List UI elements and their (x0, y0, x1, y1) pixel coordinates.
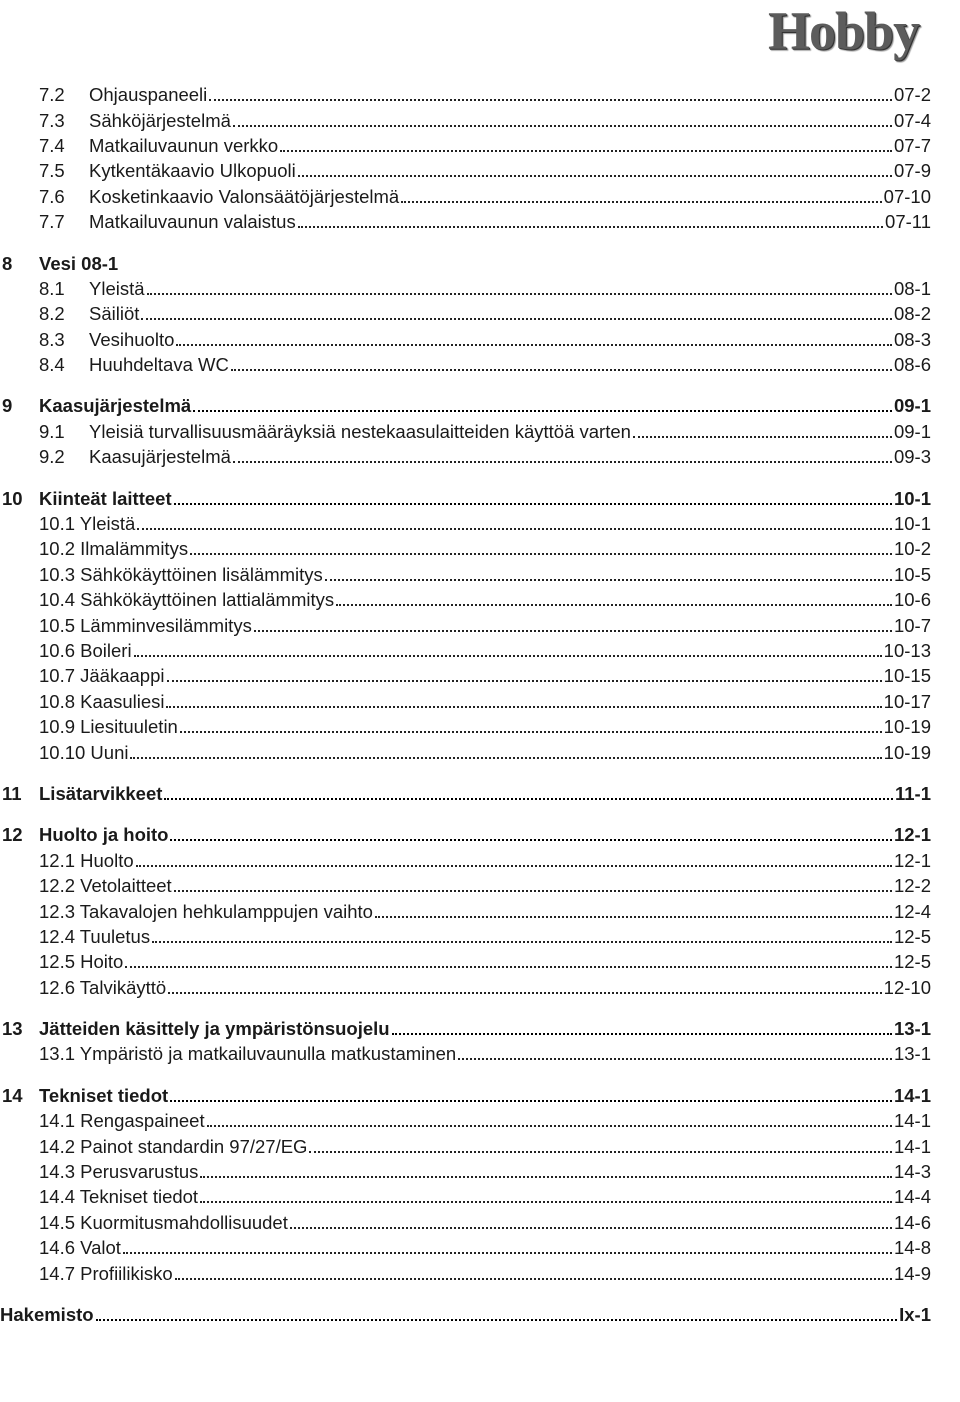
dot-leader (209, 99, 892, 101)
dot-leader (176, 344, 892, 346)
toc-entry-leader (39, 613, 894, 638)
toc-section-entry[interactable] (0, 1235, 960, 1260)
toc-section-entry[interactable] (0, 898, 960, 923)
dot-leader (141, 318, 892, 320)
toc-entry-number: 8 (2, 252, 13, 274)
toc-entry-page: 13-1 (893, 1043, 931, 1065)
toc-entry-page: 12-10 (883, 976, 931, 998)
toc-entry-page: 10-1 (893, 487, 931, 509)
toc-entry-page: 14-9 (893, 1262, 931, 1284)
toc-entry-title: Kosketinkaavio Valonsäätöjärjestelmä (89, 185, 400, 207)
toc-entry-leader (39, 689, 884, 714)
toc-entry-page: 14-1 (893, 1135, 931, 1157)
toc-entry-leader (39, 975, 884, 1000)
toc-entry-page: 07-2 (893, 84, 931, 106)
toc-section-entry[interactable] (0, 301, 960, 326)
toc-entry-page: 10-5 (893, 563, 931, 585)
toc-entry-title: 10.1 Yleistä (39, 513, 136, 535)
toc-entry-title: Huuhdeltava WC (89, 354, 229, 376)
dot-leader (168, 992, 881, 994)
toc-entry-page: 07-4 (893, 109, 931, 131)
toc-entry-title: 10.4 Sähkökäyttöinen lattialämmitys (39, 589, 335, 611)
toc-entry-leader (39, 638, 884, 663)
dot-leader (375, 916, 892, 918)
dot-leader (336, 604, 892, 606)
toc-entry-number: 14 (2, 1084, 23, 1106)
toc-entry-title: 10.5 Lämminvesilämmitys (39, 614, 252, 636)
toc-entry-title: 10.9 Liesituuletin (39, 716, 178, 738)
toc-entry-page: 13-1 (893, 1018, 931, 1040)
toc-entry-title: 14.4 Tekniset tiedot (39, 1186, 199, 1208)
toc-entry-leader (89, 133, 894, 158)
toc-entry-number: 7.6 (39, 185, 65, 207)
toc-entry-number: 7.4 (39, 134, 65, 156)
toc-entry-number: 7.7 (39, 211, 65, 233)
toc-entry-leader (39, 562, 894, 587)
dot-leader (231, 369, 892, 371)
toc-entry-leader (39, 511, 894, 536)
dot-leader (280, 150, 892, 152)
toc-entry-leader (39, 1184, 894, 1209)
toc-entry-number: 9.2 (39, 446, 65, 468)
toc-section-entry[interactable] (0, 419, 960, 444)
toc-entry-leader (39, 1041, 894, 1066)
toc-entry-title: 13.1 Ympäristö ja matkailuvaunulla matkustaminen (39, 1043, 457, 1065)
toc-entry-page: 08-1 (893, 277, 931, 299)
toc-entry-page: 07-11 (885, 211, 931, 233)
dot-leader (152, 941, 892, 943)
dot-leader (254, 630, 892, 632)
toc-chapter-entry[interactable] (0, 781, 960, 806)
toc-entry-page: 12-5 (893, 925, 931, 947)
toc-entry-leader (39, 873, 894, 898)
toc-entry-leader (39, 251, 931, 276)
toc-section-entry[interactable] (0, 949, 960, 974)
toc-entry-title: Ohjauspaneeli (89, 84, 208, 106)
toc-entry-leader (89, 352, 894, 377)
toc-entry-title: Yleisiä turvallisuusmääräyksiä nestekaasulaitteiden käyttöä varten (89, 420, 631, 442)
dot-leader (309, 1151, 892, 1153)
toc-entry-title: 12.5 Hoito (39, 951, 124, 973)
toc-entry-page: 14-8 (893, 1237, 931, 1259)
toc-entry-leader (39, 1083, 894, 1108)
dot-leader (633, 436, 892, 438)
toc-entry-title: 14.5 Kuormitusmahdollisuudet (39, 1211, 288, 1233)
toc-entry-page: 10-13 (883, 640, 931, 661)
toc-entry-leader (89, 158, 894, 183)
dot-leader (174, 890, 892, 892)
toc-entry-page: 12-1 (893, 824, 931, 846)
toc-entry-leader (39, 924, 894, 949)
toc-entry-page: 07-10 (883, 185, 931, 207)
toc-entry-page: 14-4 (893, 1186, 931, 1208)
dot-leader (200, 1201, 892, 1203)
toc-entry-leader (89, 209, 885, 234)
dot-leader (392, 1033, 892, 1035)
toc-entry-title: 14.2 Painot standardin 97/27/EG (39, 1135, 308, 1157)
toc-entry-page: 10-19 (883, 716, 931, 738)
toc-entry-page: 10-2 (893, 538, 931, 560)
toc-entry-title: 10.7 Jääkaappi (39, 665, 165, 687)
toc-entry-title: 12.4 Tuuletus (39, 925, 151, 947)
dot-leader (147, 293, 892, 295)
toc-section-entry[interactable] (0, 511, 960, 536)
toc-section-entry[interactable] (0, 536, 960, 561)
toc-entry-title: Vesihuolto (89, 328, 175, 350)
toc-section-entry[interactable] (0, 689, 960, 714)
toc-entry-leader (39, 663, 884, 688)
toc-entry-number: 10 (2, 487, 23, 509)
toc-chapter-entry[interactable] (0, 485, 960, 510)
toc-entry-number: 8.2 (39, 303, 65, 325)
toc-entry-title: Sähköjärjestelmä (89, 109, 231, 131)
toc-entry-number: 7.5 (39, 160, 65, 182)
toc-entry-leader (89, 108, 894, 133)
toc-entry-title: 12.1 Huolto (39, 849, 134, 871)
toc-chapter-entry[interactable] (0, 1302, 960, 1327)
toc-section-entry[interactable] (0, 1041, 960, 1066)
toc-entry-leader (39, 1210, 894, 1235)
toc-section-entry[interactable] (0, 327, 960, 352)
dot-leader (164, 798, 893, 800)
toc-section-entry[interactable] (0, 276, 960, 301)
toc-entry-leader (89, 184, 884, 209)
toc-entry-leader (89, 301, 894, 326)
toc-entry-leader (39, 393, 894, 418)
toc-entry-page: 07-9 (893, 160, 931, 182)
dot-leader (458, 1058, 892, 1060)
toc-chapter-entry[interactable] (0, 1016, 960, 1041)
toc-entry-page: 10-19 (883, 741, 931, 763)
toc-entry-number: 8.4 (39, 354, 65, 376)
dot-leader (137, 528, 892, 530)
toc-section-entry[interactable] (0, 184, 960, 209)
toc-entry-leader (89, 82, 894, 107)
dot-leader (130, 757, 881, 759)
toc-entry-leader (39, 714, 884, 739)
dot-leader (325, 579, 892, 581)
toc-entry-title: 12.2 Vetolaitteet (39, 875, 172, 897)
toc-entry-title: Vesi 08-1 (39, 252, 119, 274)
toc-section-entry[interactable] (0, 1210, 960, 1235)
toc-entry-leader (39, 899, 894, 924)
toc-section-entry[interactable] (0, 133, 960, 158)
toc-entry-title: 14.3 Perusvarustus (39, 1161, 199, 1183)
toc-entry-number: 13 (2, 1018, 23, 1040)
toc-entry-page: 12-1 (893, 849, 931, 871)
toc-chapter-entry[interactable] (0, 1083, 960, 1108)
toc-entry-leader (39, 1134, 894, 1159)
toc-entry-title: 10.3 Sähkökäyttöinen lisälämmitys (39, 563, 323, 585)
toc-entry-leader (39, 781, 895, 806)
dot-leader (136, 865, 892, 867)
toc-section-entry[interactable] (0, 924, 960, 949)
toc-entry-page: 10-6 (893, 589, 931, 611)
toc-entry-title: 10.10 Uuni (39, 741, 129, 763)
toc-entry-page: 14-6 (893, 1211, 931, 1233)
toc-entry-title: Tekniset tiedot (39, 1084, 169, 1106)
toc-section-entry[interactable] (0, 352, 960, 377)
dot-leader (207, 1125, 892, 1127)
toc-chapter-entry[interactable] (0, 822, 960, 847)
toc-entry-leader (89, 276, 894, 301)
toc-entry-page: 10-1 (893, 513, 931, 535)
toc-section-entry[interactable] (0, 975, 960, 1000)
dot-leader (290, 1227, 892, 1229)
toc-entry-leader (89, 444, 894, 469)
dot-leader (134, 655, 882, 657)
toc-entry-page: 14-1 (893, 1110, 931, 1132)
toc-section-entry[interactable] (0, 1184, 960, 1209)
toc-entry-page: 14-3 (893, 1161, 931, 1183)
toc-section-entry[interactable] (0, 82, 960, 107)
toc-entry-title: Jätteiden käsittely ja ympäristönsuojelu (39, 1018, 390, 1040)
toc-entry-title: Kaasujärjestelmä (89, 446, 231, 468)
toc-entry-number: 8.1 (39, 277, 65, 299)
toc-entry-title: Säiliöt (89, 303, 140, 325)
toc-entry-title: Huolto ja hoito (39, 824, 169, 846)
toc-entry-leader (39, 1235, 894, 1260)
toc-entry-page: 11-1 (894, 782, 931, 804)
toc-section-entry[interactable] (0, 1133, 960, 1158)
dot-leader (233, 461, 892, 463)
toc-entry-title: 14.7 Profiilikisko (39, 1262, 173, 1284)
toc-entry-page: 12-4 (893, 900, 931, 922)
toc-entry-page: 10-7 (893, 614, 931, 636)
dot-leader (125, 966, 892, 968)
toc-section-entry[interactable] (0, 158, 960, 183)
toc-entry-title: 12.6 Talvikäyttö (39, 976, 167, 998)
toc-entry-leader (39, 740, 884, 765)
toc-entry-page: 08-2 (893, 303, 931, 325)
toc-entry-leader (89, 419, 894, 444)
toc-entry-leader (0, 1302, 899, 1327)
toc-entry-leader (39, 1159, 894, 1184)
toc-section-entry[interactable] (0, 562, 960, 587)
toc-section-entry[interactable] (0, 873, 960, 898)
toc-chapter-entry[interactable] (0, 393, 960, 418)
toc-entry-number: 8.3 (39, 328, 65, 350)
toc-section-entry[interactable] (0, 848, 960, 873)
toc-entry-number: 11 (2, 782, 22, 804)
dot-leader (167, 680, 882, 682)
toc-entry-page: 08-6 (893, 354, 931, 376)
toc-entry-page: 09-1 (893, 420, 931, 442)
toc-section-entry[interactable] (0, 714, 960, 739)
toc-entry-page: 09-1 (893, 395, 931, 417)
toc-entry-leader (39, 486, 894, 511)
dot-leader (298, 226, 883, 228)
toc-entry-leader (39, 822, 894, 847)
toc-entry-page: 12-2 (893, 875, 931, 897)
toc-entry-title: 10.6 Boileri (39, 640, 132, 661)
toc-entry-number: 12 (2, 824, 23, 846)
dot-leader (193, 410, 892, 412)
toc-entry-leader (39, 587, 894, 612)
toc-entry-page: 12-5 (893, 951, 931, 973)
toc-entry-title: Lisätarvikkeet (39, 782, 163, 804)
toc-section-entry[interactable] (0, 612, 960, 637)
toc-entry-title: 10.2 Ilmalämmitys (39, 538, 189, 560)
toc-entry-page: 09-3 (893, 446, 931, 468)
toc-entry-title: Hakemisto (0, 1303, 94, 1325)
toc-entry-leader (89, 327, 894, 352)
toc-entry-leader (39, 848, 894, 873)
dot-leader (175, 1278, 892, 1280)
toc-entry-title: Matkailuvaunun valaistus (89, 211, 296, 233)
dot-leader (174, 503, 892, 505)
toc-entry-number: 7.3 (39, 109, 65, 131)
toc-section-entry[interactable] (0, 663, 960, 688)
toc-entry-page: 14-1 (893, 1084, 931, 1106)
toc-section-entry[interactable] (0, 444, 960, 469)
dot-leader (180, 731, 882, 733)
toc-entry-title: Kiinteät laitteet (39, 487, 172, 509)
toc-entry-title: Yleistä (89, 277, 145, 299)
toc-entry-title: Kytkentäkaavio Ulkopuoli (89, 160, 296, 182)
toc-section-entry[interactable] (0, 1159, 960, 1184)
hobby-logo: Hobby (768, 1, 920, 61)
toc-entry-title: 10.8 Kaasuliesi (39, 690, 165, 712)
toc-section-entry[interactable] (0, 209, 960, 234)
toc-entry-page: 07-7 (893, 134, 931, 156)
toc-chapter-entry[interactable] (0, 250, 960, 275)
dot-leader (233, 125, 892, 127)
toc-entry-page: Ix-1 (899, 1303, 931, 1325)
toc-entry-leader (39, 949, 894, 974)
toc-entry-title: 14.6 Valot (39, 1237, 121, 1259)
toc-entry-leader (39, 1016, 894, 1041)
toc-entry-page: 08-3 (893, 328, 931, 350)
toc-entry-leader (39, 1108, 894, 1133)
dot-leader (401, 201, 881, 203)
dot-leader (166, 706, 881, 708)
toc-section-entry[interactable] (0, 638, 960, 663)
toc-section-entry[interactable] (0, 587, 960, 612)
table-of-contents (0, 82, 960, 1327)
toc-entry-number: 7.2 (39, 84, 65, 106)
toc-entry-number: 9.1 (39, 420, 65, 442)
dot-leader (96, 1319, 898, 1321)
toc-entry-page: 10-15 (883, 665, 931, 687)
dot-leader (190, 553, 892, 555)
toc-entry-title: Kaasujärjestelmä (39, 395, 192, 417)
toc-entry-title: Matkailuvaunun verkko (89, 134, 279, 156)
dot-leader (170, 839, 891, 841)
toc-entry-leader (39, 536, 894, 561)
toc-section-entry[interactable] (0, 1108, 960, 1133)
toc-entry-page: 10-17 (883, 690, 931, 712)
toc-entry-number: 9 (2, 395, 13, 417)
toc-entry-leader (39, 1261, 894, 1286)
toc-section-entry[interactable] (0, 739, 960, 764)
dot-leader (123, 1252, 892, 1254)
toc-entry-title: 14.1 Rengaspaineet (39, 1110, 205, 1132)
toc-section-entry[interactable] (0, 1260, 960, 1285)
toc-section-entry[interactable] (0, 107, 960, 132)
dot-leader (170, 1100, 892, 1102)
dot-leader (298, 175, 892, 177)
dot-leader (200, 1176, 892, 1178)
toc-entry-title: 12.3 Takavalojen hehkulamppujen vaihto (39, 900, 373, 922)
